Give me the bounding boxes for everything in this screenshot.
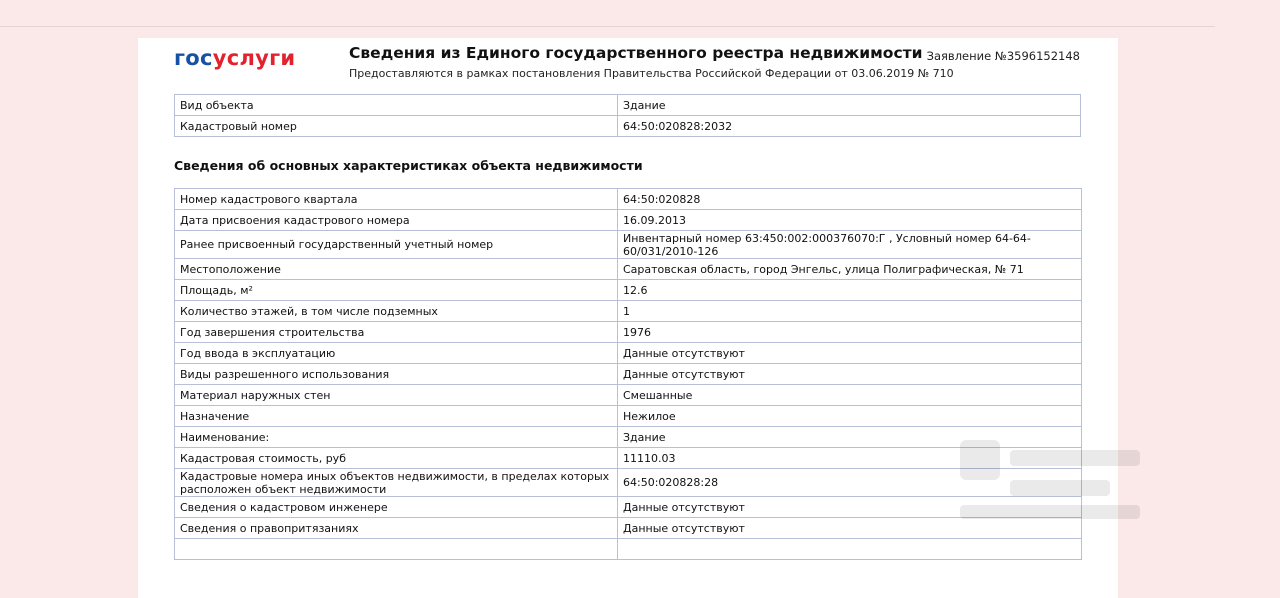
document-subtitle: Предоставляются в рамках постановления Правительства Российской Федерации от 03.06.2019 № 710 <box>349 67 954 80</box>
row-value: Здание <box>618 427 1082 448</box>
logo-part-uslugi: услуги <box>212 46 296 70</box>
table-row <box>175 116 1081 137</box>
table-row <box>175 231 1082 259</box>
table-row <box>175 469 1082 497</box>
row-label: Наименование: <box>175 427 618 448</box>
row-label: Кадастровая стоимость, руб <box>175 448 618 469</box>
object-info-table <box>174 94 1081 137</box>
row-value: 64:50:020828 <box>618 189 1082 210</box>
row-value: Данные отсутствуют <box>618 497 1082 518</box>
row-value: Нежилое <box>618 406 1082 427</box>
application-number: Заявление №3596152148 <box>926 49 1080 63</box>
table-row <box>175 385 1082 406</box>
table-row <box>175 280 1082 301</box>
table-row <box>175 497 1082 518</box>
row-value: Инвентарный номер 63:450:002:000376070:Г , Условный номер 64-64-60/031/2010-126 <box>618 231 1082 259</box>
row-label: Номер кадастрового квартала <box>175 189 618 210</box>
table-row <box>175 448 1082 469</box>
row-label: Количество этажей, в том числе подземных <box>175 301 618 322</box>
row-value: 64:50:020828:2032 <box>618 116 1081 137</box>
row-label: Год завершения строительства <box>175 322 618 343</box>
table-row <box>175 539 1082 560</box>
row-label: Назначение <box>175 406 618 427</box>
table-row <box>175 518 1082 539</box>
row-label: Площадь, м² <box>175 280 618 301</box>
row-value: 64:50:020828:28 <box>618 469 1082 497</box>
row-value <box>618 539 1082 560</box>
row-label <box>175 539 618 560</box>
row-value: 1 <box>618 301 1082 322</box>
row-label: Ранее присвоенный государственный учетный номер <box>175 231 618 259</box>
table-row <box>175 189 1082 210</box>
row-value: Саратовская область, город Энгельс, улица Полиграфическая, № 71 <box>618 259 1082 280</box>
table-row <box>175 210 1082 231</box>
table-row <box>175 259 1082 280</box>
row-value: Данные отсутствуют <box>618 518 1082 539</box>
row-label: Дата присвоения кадастрового номера <box>175 210 618 231</box>
row-label: Местоположение <box>175 259 618 280</box>
row-label: Кадастровые номера иных объектов недвижимости, в пределах которых расположен объект недвижимости <box>175 469 618 497</box>
table-row <box>175 95 1081 116</box>
row-label: Сведения о кадастровом инженере <box>175 497 618 518</box>
row-value: Смешанные <box>618 385 1082 406</box>
section-title: Сведения об основных характеристиках объекта недвижимости <box>174 158 643 173</box>
table-row <box>175 427 1082 448</box>
row-label: Вид объекта <box>175 95 618 116</box>
table-row <box>175 343 1082 364</box>
row-value: 16.09.2013 <box>618 210 1082 231</box>
row-label: Сведения о правопритязаниях <box>175 518 618 539</box>
characteristics-table <box>174 188 1082 560</box>
row-value: 12.6 <box>618 280 1082 301</box>
table-row <box>175 406 1082 427</box>
row-label: Материал наружных стен <box>175 385 618 406</box>
row-label: Виды разрешенного использования <box>175 364 618 385</box>
top-bar <box>0 0 1215 27</box>
row-value: Здание <box>618 95 1081 116</box>
row-label: Кадастровый номер <box>175 116 618 137</box>
row-label: Год ввода в эксплуатацию <box>175 343 618 364</box>
row-value: Данные отсутствуют <box>618 364 1082 385</box>
table-row <box>175 301 1082 322</box>
row-value: 1976 <box>618 322 1082 343</box>
table-row <box>175 364 1082 385</box>
row-value: Данные отсутствуют <box>618 343 1082 364</box>
row-value: 11110.03 <box>618 448 1082 469</box>
document-sheet <box>138 38 1118 598</box>
document-title: Сведения из Единого государственного реестра недвижимости <box>349 44 923 62</box>
gosuslugi-logo <box>174 46 295 70</box>
table-row <box>175 322 1082 343</box>
logo-part-gos: гос <box>174 46 213 70</box>
